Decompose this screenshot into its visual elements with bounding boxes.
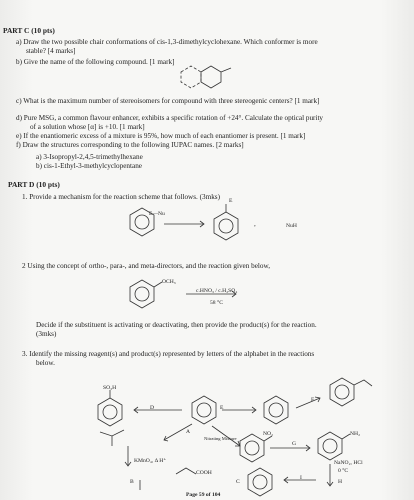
reagent-cooh: COOH — [196, 470, 212, 476]
label-h: H — [338, 479, 343, 485]
question-c-f-b: b) cis-1-Ethyl-3-methylcyclopentane — [36, 162, 142, 170]
question-c-b: b) Give the name of the following compound. [1 mark] — [16, 58, 175, 66]
label-i: I — [300, 475, 302, 481]
question-d-3-line1: 3. Identify the missing reagent(s) and product(s) represented by letters of the alphabet in the reactions — [22, 350, 315, 358]
part-d-header: PART D (10 pts) — [8, 180, 60, 189]
question-c-d-line2: of a solution whose [α] is +10. [1 mark] — [30, 123, 145, 131]
label-b: B — [130, 479, 134, 485]
reagent-so3h: SO₃H — [103, 385, 117, 391]
reagent-nitrating-mixture: Nitrating Mixture — [204, 436, 237, 441]
label-f: F — [311, 397, 315, 403]
question-d-2-reagent: c.HNO₃ / c.H₂SO₄ — [196, 288, 238, 294]
label-c: C — [236, 479, 240, 485]
question-c-a-line2: stable? [4 marks] — [26, 47, 76, 55]
question-d-2-decide-line1: Decide if the substituent is activating or deactivating, then provide the product(s) for the reaction. — [36, 321, 317, 329]
reagent-kmno4: KMnO₄, Δ H⁺ — [134, 458, 167, 464]
reagent-temp: 0 °C — [338, 468, 349, 474]
question-d-1-product-sub: E — [229, 198, 233, 204]
question-d-2-temp: 58 °C — [210, 300, 223, 306]
label-a: A — [186, 429, 191, 435]
part-c-header: PART C (10 pts) — [3, 26, 55, 35]
bicyclic-compound-structure — [176, 62, 236, 92]
label-d: D — [150, 405, 155, 411]
question-d-1-byproduct: NuH — [286, 223, 297, 229]
question-c-f-a: a) 3-Isopropyl-2,4,5-trimethylhexane — [36, 153, 143, 161]
reagent-no2: NO₂ — [263, 431, 274, 437]
question-c-f: f) Draw the structures corresponding to the following IUPAC names. [2 marks] — [16, 141, 244, 149]
label-e: E — [220, 405, 224, 411]
question-d-1: 1. Provide a mechanism for the reaction scheme that follows. (3mks) — [22, 193, 221, 201]
page-number: Page 59 of 104 — [186, 492, 221, 498]
reagent-nano2: NaNO₂, HCl — [334, 460, 363, 466]
svg-text:,: , — [254, 220, 256, 228]
question-c-e: e) If the enantiomeric excess of a mixture is 95%, how much of each enantiomer is present. [1 mark] — [16, 132, 306, 140]
question-d-2: 2 Using the concept of ortho-, para-, and meta-directors, and the reaction given below, — [22, 262, 271, 270]
question-c-c: c) What is the maximum number of stereoisomers for compound with three stereogenic centers? [1 mark] — [16, 97, 320, 105]
reagent-nh2: NH₂ — [350, 431, 361, 437]
question-c-a-line1: a) Draw the two possible chair conformations of cis-1,3-dimethylcyclohexane. Which conformer is more — [16, 38, 318, 46]
question-d-1-reagent: E—Nu — [149, 211, 165, 217]
label-g: G — [292, 441, 297, 447]
question-d-2-decide-line2: (3mks) — [36, 330, 57, 338]
question-d-3-line2: below. — [36, 359, 55, 367]
question-c-d-line1: d) Pure MSG, a common flavour enhancer, exhibits a specific rotation of +24°. Calculate the optical purity — [16, 114, 324, 122]
question-d-2-substituent: OCH₃ — [162, 279, 176, 285]
